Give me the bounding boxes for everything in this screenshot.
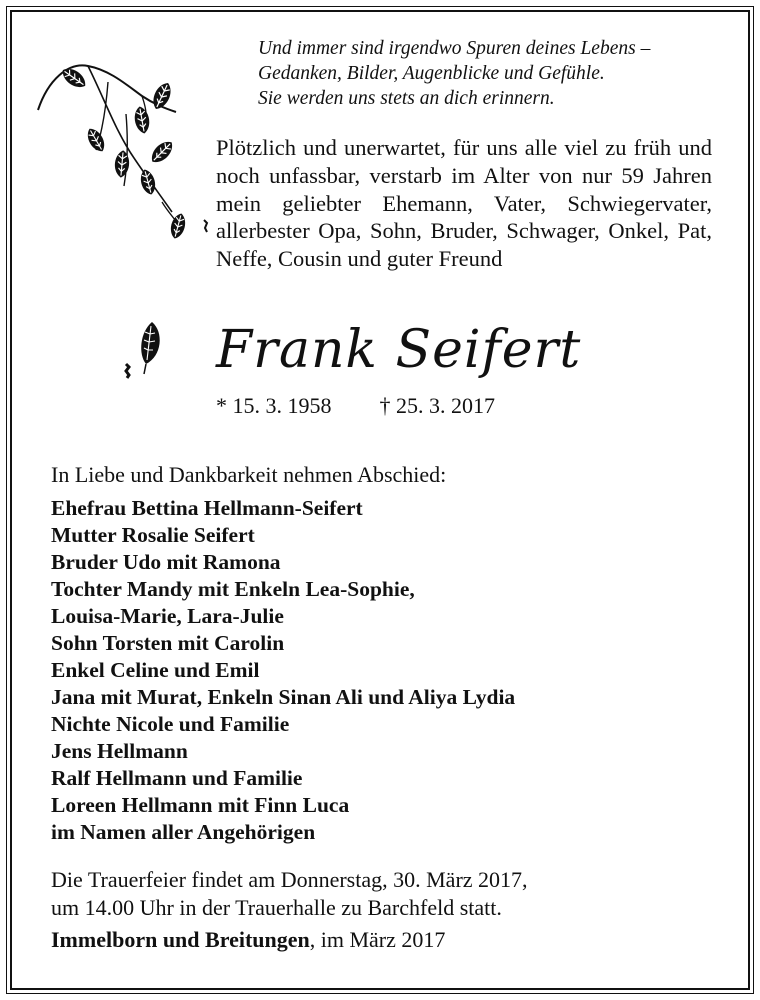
mourner-line: Enkel Celine und Emil	[51, 658, 260, 682]
mourner-line: Loreen Hellmann mit Finn Luca	[51, 793, 350, 817]
closing-places: Immelborn und Breitungen	[51, 927, 310, 952]
intro-line: früh und noch unfassbar, verstarb im Alter von	[216, 135, 712, 188]
life-dates	[216, 392, 495, 420]
poem	[258, 36, 728, 111]
mourner-line: Bruder Udo mit Ramona	[51, 550, 281, 574]
birch-branch-icon	[30, 52, 220, 252]
mourner-line: Tochter Mandy mit Enkeln Lea-Sophie,	[51, 577, 415, 601]
poem-line: Sie werden uns stets an dich erinnern.	[258, 88, 555, 109]
death-announcement-text	[216, 134, 712, 273]
intro-line: Schwiegervater, allerbester Opa, Sohn, Bruder,	[216, 190, 712, 244]
intro-line: Freund	[438, 246, 503, 272]
mourner-line: Ehefrau Bettina Hellmann-Seifert	[51, 496, 363, 520]
death-date: † 25. 3. 2017	[379, 393, 495, 418]
intro-line: nur 59 Jahren mein geliebter Ehemann, Vater,	[216, 162, 713, 216]
funeral-info-line: Die Trauerfeier findet am Donnerstag, 30. März 2017,	[51, 867, 528, 892]
intro-line: Plötzlich und unerwartet, für uns alle viel zu	[216, 135, 627, 160]
mourner-line: Jana mit Murat, Enkeln Sinan Ali und Aliya Lydia	[51, 685, 516, 709]
farewell-intro: In Liebe und Dankbarkeit nehmen Abschied:	[51, 462, 447, 487]
birth-date: * 15. 3. 1958	[216, 393, 332, 418]
mourner-line: Nichte Nicole und Familie	[51, 712, 290, 736]
mourners-list	[51, 495, 731, 846]
mourner-line: Louisa-Marie, Lara-Julie	[51, 604, 284, 628]
intro-line: Schwager, Onkel, Pat, Neffe, Cousin und guter	[216, 218, 712, 272]
mourner-line: Mutter Rosalie Seifert	[51, 523, 255, 547]
funeral-info-line: um 14.00 Uhr in der Trauerhalle zu Barchfeld statt.	[51, 895, 502, 920]
funeral-info	[51, 866, 731, 922]
mourner-line: Jens Hellmann	[51, 739, 188, 763]
poem-line: Gedanken, Bilder, Augenblicke und Gefühle.	[258, 63, 605, 84]
mourner-line: im Namen aller Angehörigen	[51, 820, 316, 844]
mourner-line: Ralf Hellmann und Familie	[51, 766, 303, 790]
deceased-name: Frank Seifert	[216, 320, 582, 380]
mourner-line: Sohn Torsten mit Carolin	[51, 631, 285, 655]
closing-date: , im März 2017	[309, 927, 446, 952]
closing-line	[51, 926, 445, 954]
birch-leaf-icon	[114, 318, 174, 388]
poem-line: Und immer sind irgendwo Spuren deines Lebens –	[258, 38, 651, 59]
